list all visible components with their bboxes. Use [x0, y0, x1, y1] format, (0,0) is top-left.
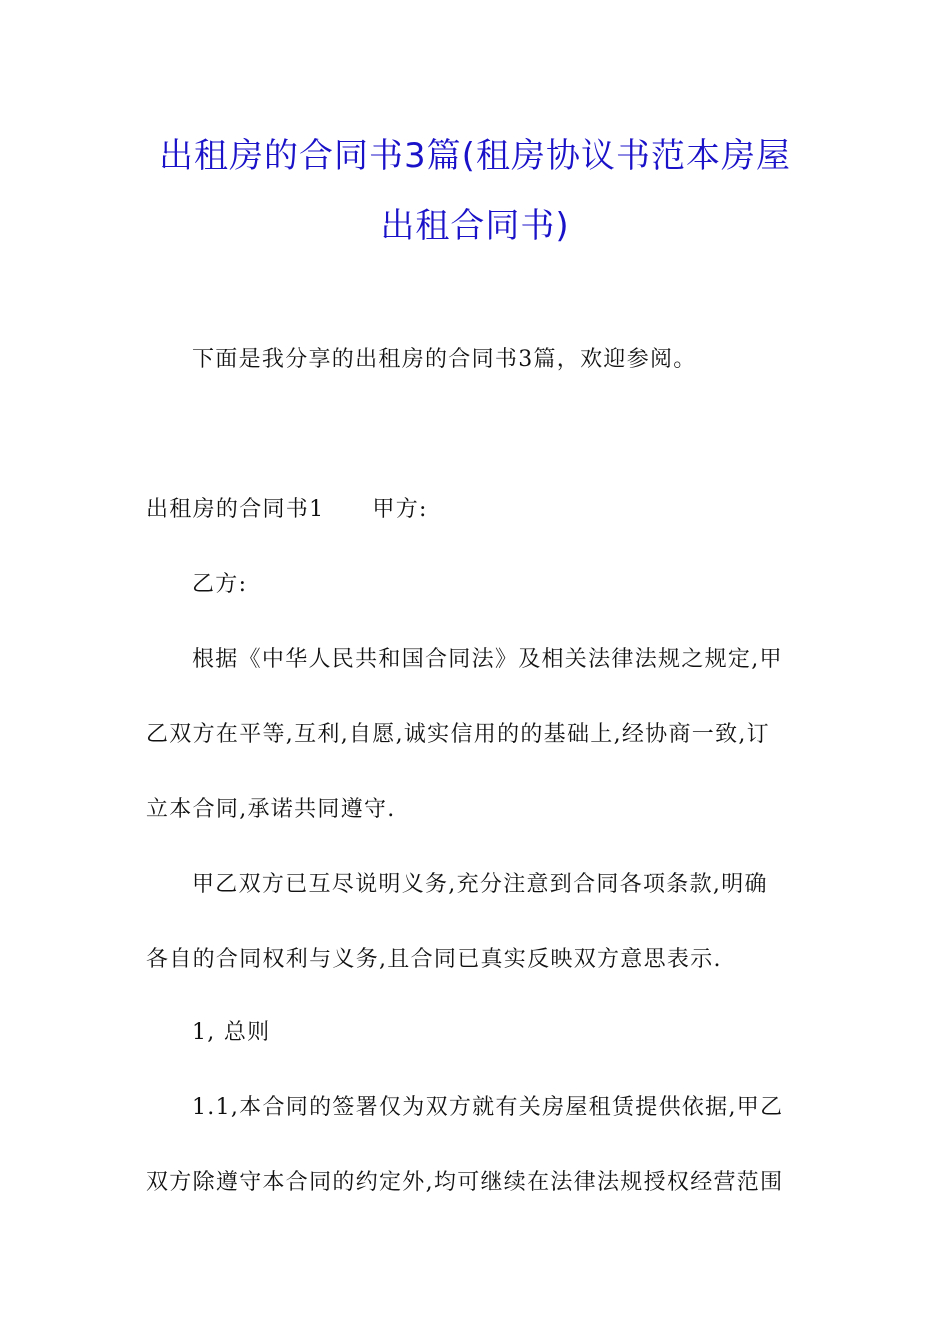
paragraph-1-line-1: 根据《中华人民共和国合同法》及相关法律法规之规定,甲	[192, 647, 783, 672]
document-title-line-2: 出租合同书)	[380, 206, 570, 246]
party-a-label: 甲方:	[372, 497, 428, 522]
paragraph-2-line-2: 各自的合同权利与义务,且合同已真实反映双方意思表示.	[146, 947, 722, 972]
section-heading: 出租房的合同书1	[146, 497, 325, 522]
paragraph-1-line-2: 乙双方在平等,互利,自愿,诚实信用的的基础上,经协商一致,订	[146, 722, 770, 747]
document-title-line-1: 出租房的合同书3篇(租房协议书范本房屋	[159, 136, 791, 176]
intro-paragraph: 下面是我分享的出租房的合同书3篇，欢迎参阅。	[192, 347, 697, 372]
party-b-label: 乙方:	[192, 572, 248, 597]
paragraph-3-line-2: 双方除遵守本合同的约定外,均可继续在法律法规授权经营范围	[146, 1170, 784, 1195]
paragraph-1-line-3: 立本合同,承诺共同遵守.	[146, 797, 396, 822]
section-general-heading: 1, 总则	[192, 1020, 271, 1045]
section-heading-row	[146, 495, 806, 525]
paragraph-2-line-1: 甲乙双方已互尽说明义务,充分注意到合同各项条款,明确	[192, 872, 768, 897]
paragraph-3-line-1: 1.1,本合同的签署仅为双方就有关房屋租赁提供依据,甲乙	[192, 1095, 784, 1120]
